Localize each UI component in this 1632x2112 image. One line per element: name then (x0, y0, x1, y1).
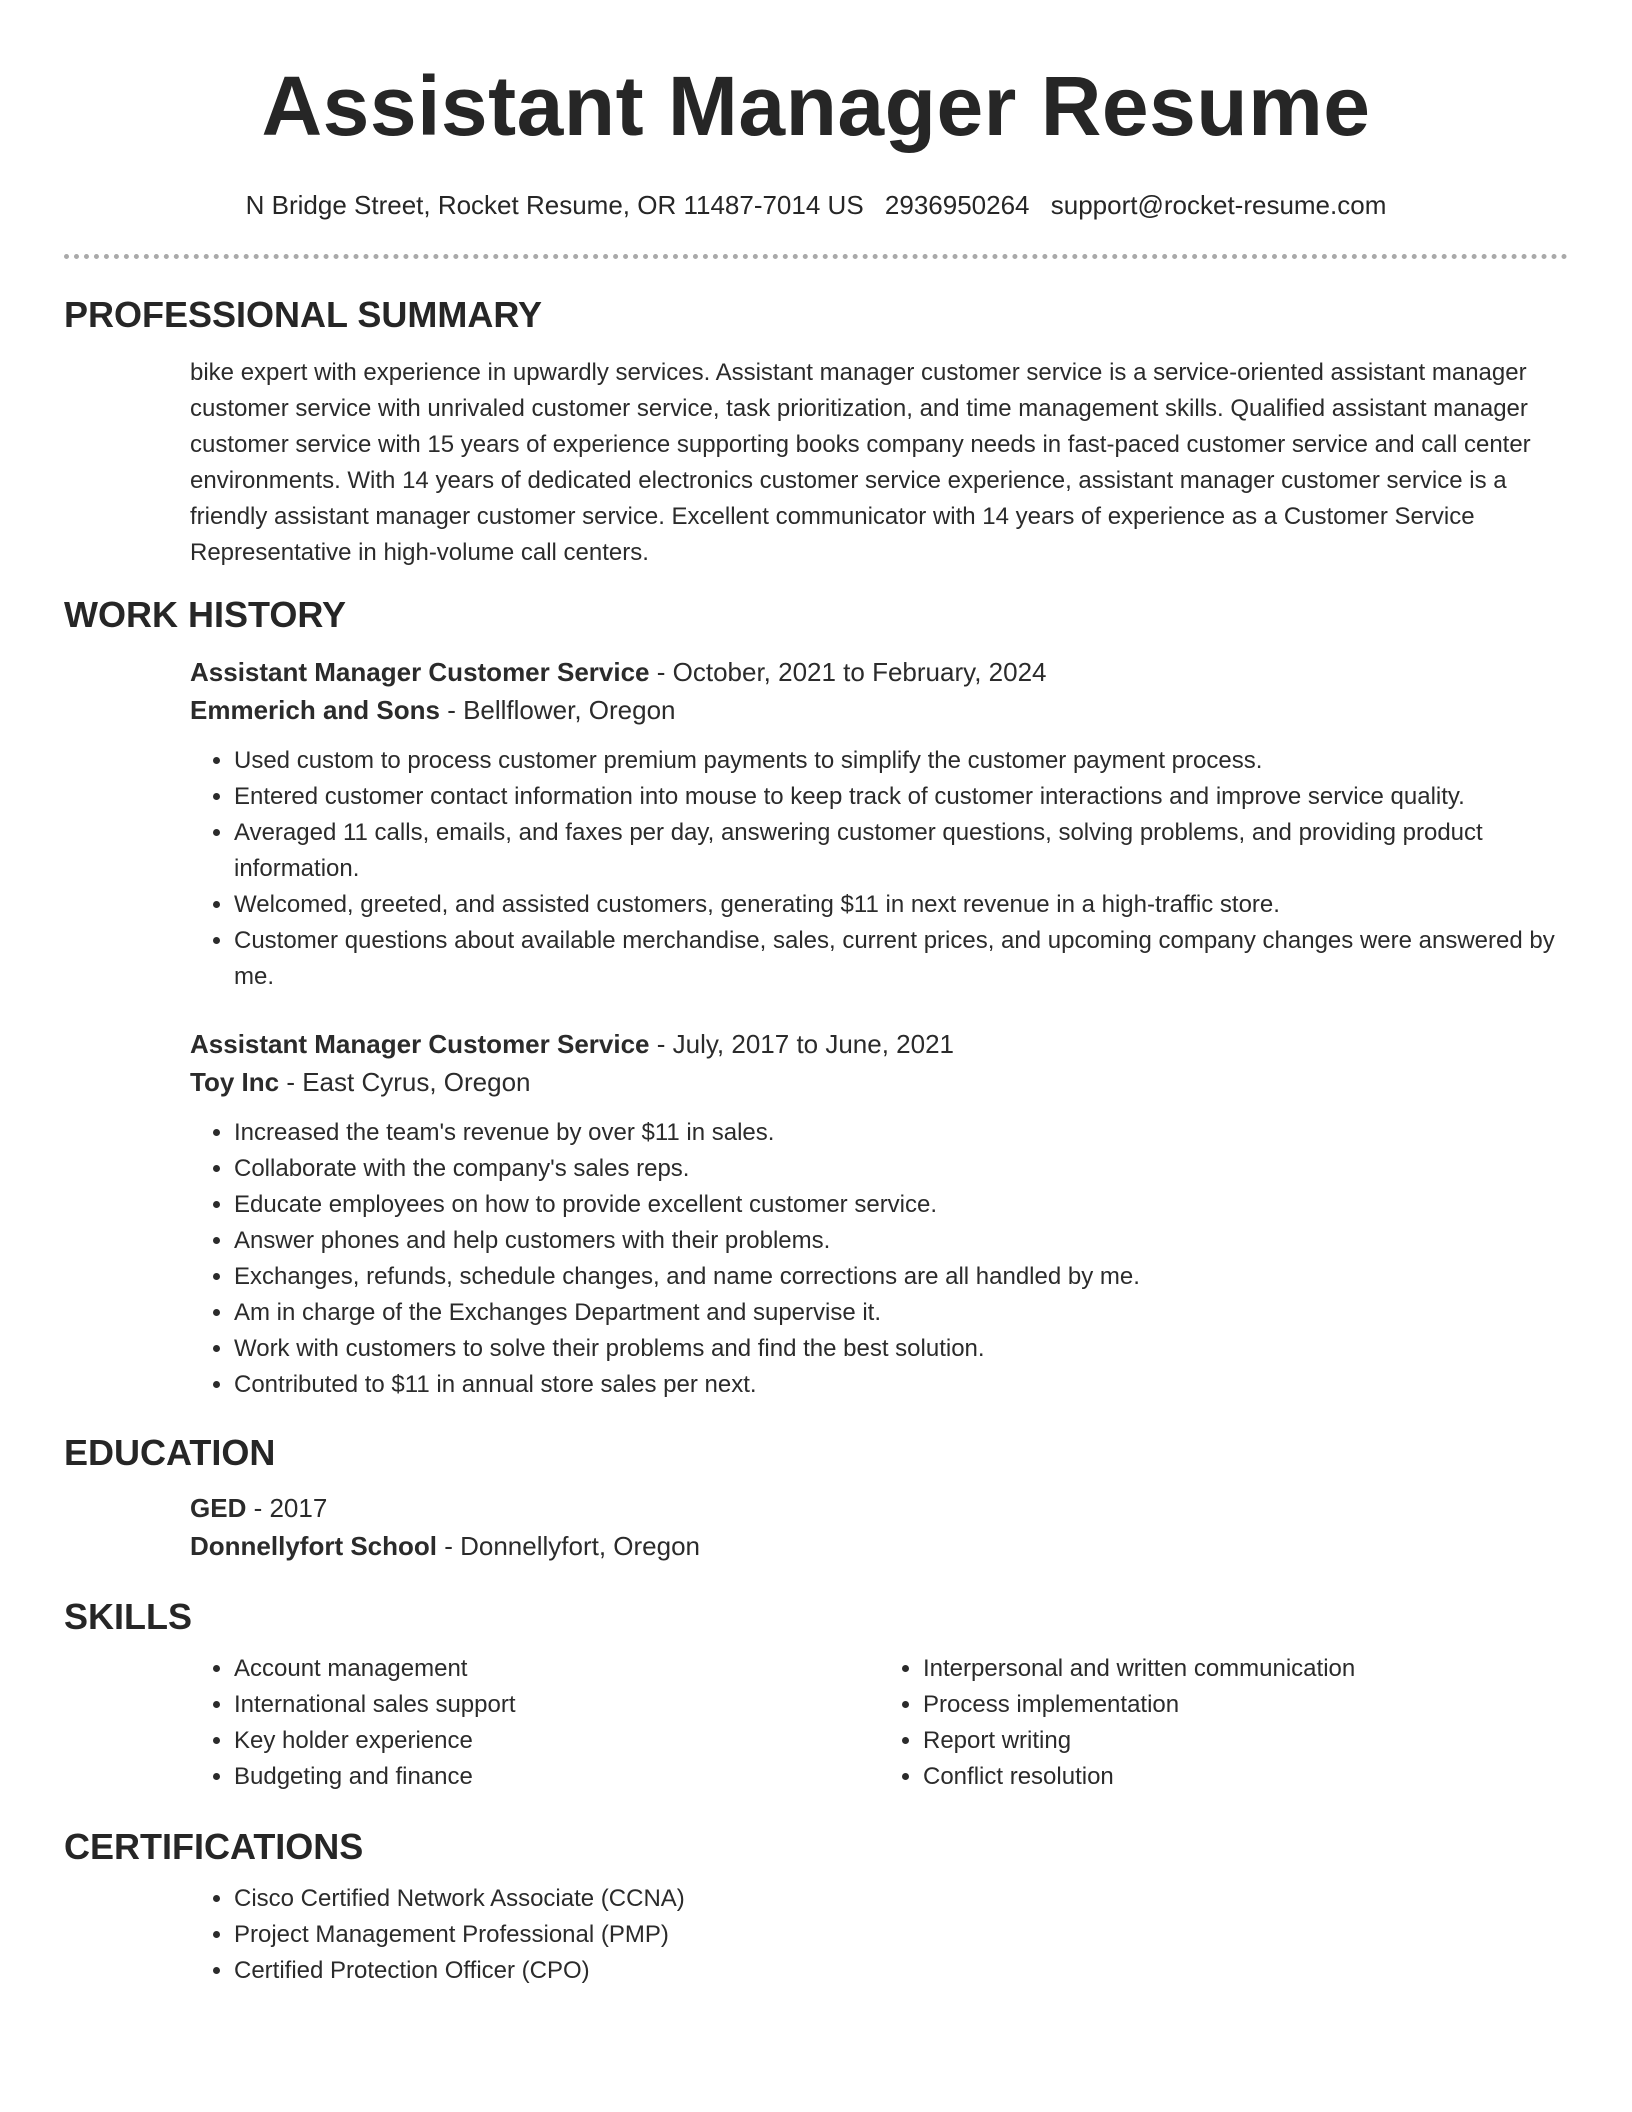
skills-heading: SKILLS (64, 1596, 193, 1637)
job-bullets (190, 743, 1568, 995)
job-title: Assistant Manager Customer Service (190, 657, 650, 687)
list-item: • Exchanges, refunds, schedule changes, and name corrections are all handled by me. (234, 1259, 1568, 1295)
summary-heading: PROFESSIONAL SUMMARY (64, 294, 543, 335)
list-item: • Welcomed, greeted, and assisted customers, generating $11 in next revenue in a high-traffic store. (234, 887, 1568, 923)
contact-address: N Bridge Street, Rocket Resume, OR 11487-7014 US (245, 190, 864, 220)
summary-section (64, 355, 1568, 571)
contact-phone: 2936950264 (884, 190, 1030, 220)
contact-email: support@rocket-resume.com (1050, 190, 1387, 220)
education-degree: GED (190, 1493, 247, 1523)
education-section (64, 1489, 1568, 1565)
list-item: • Certified Protection Officer (CPO) (234, 1953, 1568, 1989)
header-divider (64, 254, 1568, 259)
job-company-line (190, 691, 1568, 729)
list-item: • Conflict resolution (923, 1759, 1568, 1795)
list-item: • Educate employees on how to provide excellent customer service. (234, 1187, 1568, 1223)
job-title-line (190, 1025, 1568, 1063)
list-item: • Am in charge of the Exchanges Department and supervise it. (234, 1295, 1568, 1331)
job-title-line (190, 653, 1568, 691)
education-degree-line (190, 1489, 1568, 1527)
work-history-section (64, 653, 1568, 1403)
list-item: • Budgeting and finance (234, 1759, 879, 1795)
education-heading: EDUCATION (64, 1432, 276, 1473)
job-entry (190, 1025, 1568, 1403)
job-location: - Bellflower, Oregon (439, 695, 676, 725)
job-title: Assistant Manager Customer Service (190, 1029, 650, 1059)
job-dates: - July, 2017 to June, 2021 (649, 1029, 955, 1059)
skills-right-list (879, 1651, 1568, 1795)
list-item: • Increased the team's revenue by over $11 in sales. (234, 1115, 1568, 1151)
list-item: • Entered customer contact information into mouse to keep track of customer interactions and improve service quality. (234, 779, 1568, 815)
list-item: • Work with customers to solve their problems and find the best solution. (234, 1331, 1568, 1367)
list-item: • Key holder experience (234, 1723, 879, 1759)
education-year: - 2017 (246, 1493, 328, 1523)
list-item: • Report writing (923, 1723, 1568, 1759)
job-bullets (190, 1115, 1568, 1403)
list-item: • Customer questions about available merchandise, sales, current prices, and upcoming company changes were answered by me. (234, 923, 1568, 995)
job-location: - East Cyrus, Oregon (279, 1067, 531, 1097)
job-company-line (190, 1063, 1568, 1101)
education-school-line (190, 1527, 1568, 1565)
skills-section (64, 1651, 1568, 1795)
list-item: • Process implementation (923, 1687, 1568, 1723)
education-school: Donnellyfort School (190, 1531, 437, 1561)
resume-title: Assistant Manager Resume (261, 59, 1371, 153)
job-company: Toy Inc (190, 1067, 280, 1097)
certifications-section (64, 1881, 1568, 1989)
list-item: • Project Management Professional (PMP) (234, 1917, 1568, 1953)
job-company: Emmerich and Sons (190, 695, 440, 725)
certifications-heading: CERTIFICATIONS (64, 1826, 364, 1867)
summary-text: bike expert with experience in upwardly services. Assistant manager customer service is a service-oriented assistant manager customer service with unrivaled customer service, task prioritization, and time management skills. Qualified assistant manager customer service with 15 years of experience supporting books company needs in fast-paced customer service and call center environments. With 14 years of dedicated electronics customer service experience, assistant manager customer service is a friendly assistant manager customer service. Excellent communicator with 14 years of experience as a Customer Service Representative in high-volume call centers. (190, 359, 1531, 566)
education-location: - Donnellyfort, Oregon (437, 1531, 701, 1561)
list-item: • Averaged 11 calls, emails, and faxes per day, answering customer questions, solving problems, and providing product information. (234, 815, 1568, 887)
list-item: • Answer phones and help customers with their problems. (234, 1223, 1568, 1259)
list-item: • Used custom to process customer premium payments to simplify the customer payment process. (234, 743, 1568, 779)
job-dates: - October, 2021 to February, 2024 (649, 657, 1047, 687)
list-item: • International sales support (234, 1687, 879, 1723)
list-item: • Account management (234, 1651, 879, 1687)
list-item: • Collaborate with the company's sales reps. (234, 1151, 1568, 1187)
job-entry (190, 653, 1568, 995)
contact-line (64, 190, 1568, 220)
skills-left-list (190, 1651, 879, 1795)
certifications-list (190, 1881, 1568, 1989)
list-item: • Contributed to $11 in annual store sales per next. (234, 1367, 1568, 1403)
list-item: • Interpersonal and written communication (923, 1651, 1568, 1687)
work-history-heading: WORK HISTORY (64, 594, 347, 635)
list-item: • Cisco Certified Network Associate (CCNA) (234, 1881, 1568, 1917)
